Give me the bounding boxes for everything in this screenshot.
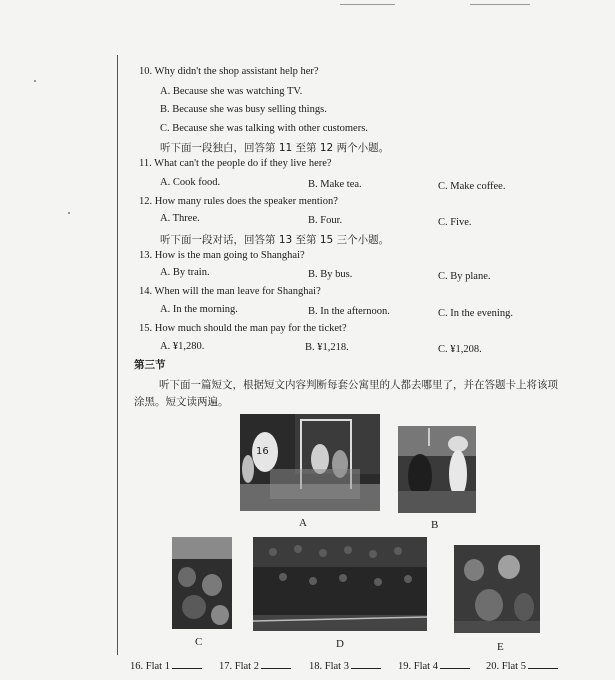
- instruction-11-12: 听下面一段独白，回答第 11 至第 12 两个小题。: [160, 142, 390, 154]
- photo-b-basketball: [398, 426, 476, 513]
- question-11-option-b: B. Make tea.: [308, 179, 362, 190]
- question-13-stem: 13. How is the man going to Shanghai?: [139, 250, 305, 261]
- answer-flat-4-label: 19. Flat 4: [398, 661, 438, 672]
- photo-a-football-match: [240, 414, 380, 511]
- question-10-option-c: C. Because she was talking with other customers.: [160, 123, 368, 134]
- answer-flat-2-label: 17. Flat 2: [219, 661, 259, 672]
- question-12-option-b: B. Four.: [308, 215, 343, 226]
- section-3-title: 第三节: [134, 359, 166, 371]
- answer-blank-18[interactable]: [351, 659, 381, 669]
- question-14-stem: 14. When will the man leave for Shanghai?: [139, 286, 321, 297]
- answer-flat-3: [309, 659, 383, 672]
- question-11-stem: 11. What can't the people do if they live here?: [139, 158, 332, 169]
- question-13-option-a: A. By train.: [160, 267, 210, 278]
- question-12-option-c: C. Five.: [438, 217, 472, 228]
- answer-flat-5: [486, 659, 560, 672]
- question-15-option-b: B. ¥1,218.: [305, 342, 349, 353]
- photo-e-caption: E: [497, 641, 504, 653]
- binding-margin-line: [117, 55, 118, 655]
- question-13-option-c: C. By plane.: [438, 271, 491, 282]
- question-15-option-a: A. ¥1,280.: [160, 341, 205, 352]
- photo-e-gathering: [454, 545, 540, 633]
- question-10-option-a: A. Because she was watching TV.: [160, 86, 303, 97]
- answer-flat-3-label: 18. Flat 3: [309, 661, 349, 672]
- photo-d-stadium: [253, 537, 427, 631]
- section-3-instruction-line2: 涂黑。短文读两遍。: [134, 396, 229, 408]
- photo-b-caption: B: [431, 519, 439, 531]
- scan-speck: [68, 212, 70, 214]
- photo-c-crowd: [172, 537, 232, 629]
- answer-blank-17[interactable]: [261, 659, 291, 669]
- question-15-option-c: C. ¥1,208.: [438, 344, 482, 355]
- question-11-option-a: A. Cook food.: [160, 177, 221, 188]
- answer-blank-19[interactable]: [440, 659, 470, 669]
- answer-blank-20[interactable]: [528, 659, 558, 669]
- question-12-stem: 12. How many rules does the speaker mention?: [139, 196, 338, 207]
- photo-d-caption: D: [336, 638, 344, 650]
- instruction-13-15: 听下面一段对话，回答第 13 至第 15 三个小题。: [160, 234, 390, 246]
- scan-mark: [340, 4, 395, 5]
- question-10-option-b: B. Because she was busy selling things.: [160, 104, 327, 115]
- question-14-option-c: C. In the evening.: [438, 308, 513, 319]
- question-13-option-b: B. By bus.: [308, 269, 353, 280]
- question-15-stem: 15. How much should the man pay for the ticket?: [139, 323, 347, 334]
- svg-text:16: 16: [256, 446, 269, 457]
- answer-flat-2: [219, 659, 293, 672]
- question-14-option-a: A. In the morning.: [160, 304, 238, 315]
- answer-flat-1-label: 16. Flat 1: [130, 661, 170, 672]
- question-11-option-c: C. Make coffee.: [438, 181, 506, 192]
- photo-a-caption: A: [299, 517, 307, 529]
- question-10-stem: 10. Why didn't the shop assistant help her?: [139, 66, 319, 77]
- photo-c-caption: C: [195, 636, 203, 648]
- question-12-option-a: A. Three.: [160, 213, 200, 224]
- section-3-instruction-line1: 听下面一篇短文，根据短文内容判断每套公寓里的人都去哪里了，并在答题卡上将该项: [159, 379, 558, 391]
- scan-mark: [470, 4, 530, 5]
- scan-speck: [34, 80, 36, 82]
- question-14-option-b: B. In the afternoon.: [308, 306, 390, 317]
- answer-flat-5-label: 20. Flat 5: [486, 661, 526, 672]
- answer-flat-4: [398, 659, 472, 672]
- answer-flat-1: [130, 659, 204, 672]
- answer-blank-16[interactable]: [172, 659, 202, 669]
